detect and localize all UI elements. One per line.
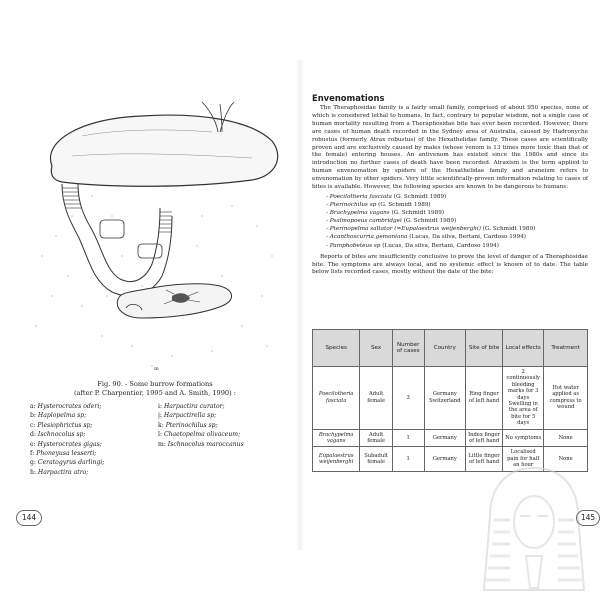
species-key-item: g: Ceratogyrus darlingi; <box>30 459 105 467</box>
figure-label: m <box>154 366 159 372</box>
list-item: - Brachypelma vagans (G. Schmidt 1989) <box>326 209 588 217</box>
cell-site: Ring finger of left hand <box>466 367 503 430</box>
cell-species: Poecilotheria fasciata <box>313 367 360 430</box>
cell-sex: Adult female <box>360 429 392 447</box>
cell-sex: Subadult female <box>360 447 392 471</box>
species-key-item: j: Harpactirella sp; <box>158 412 217 420</box>
species-key-item: d: Ischnocolus sp; <box>30 431 86 439</box>
figure-caption <box>30 380 280 398</box>
left-page <box>0 0 298 600</box>
cell-country: Germany <box>424 429 465 447</box>
figure-caption-line1: Fig. 90. - Some burrow formations <box>97 380 213 388</box>
table-row <box>313 367 588 430</box>
paragraph-intro: The Theraphosidae family is a fairly small family, comprised of about 950 species, none of which is considered lethal to humans. In fact, contrary to popular wisdom, not a single case of human mortality resulting from a Theraphosidae bite has ever been recorded. However, there are cases of human death recorded in the Sydney area of Australia, caused by Hadronyche robustus (formerly Atrax robustus) of the Hexathelidae family. These cases are scientifically proven and are exclusively caused by males (whose venom is 13 times more toxic than that of the female) entering houses. An antivenom has existed since the 1980s and since its introduction no further cases of death have been recorded. Atraxism is the term applied to human envenomation by spiders of the Hexathelidae family and araneism refers to envenomation by other spiders. Very little scientifically-proven information relating to cases of bites is available. However, the following species are known to be dangerous to humans: <box>312 105 588 191</box>
column-header: Number of cases <box>392 330 424 367</box>
cell-cases: 3 <box>392 367 424 430</box>
species-key-list <box>30 402 280 496</box>
species-key-item: k: Pterinochilus sp; <box>158 421 218 429</box>
cell-effects: 2 continuously bleeding marks for 3 days Swelling in the area of bite for 5 days <box>503 367 544 430</box>
list-item: - Pamphobeteus sp (Lucas, Da silva, Bertani, Cardoso 1994) <box>326 242 588 250</box>
figure-caption-line2: (after P. Charpentier, 1995 and A. Smith, 1990) : <box>73 389 237 397</box>
column-header: Treatment <box>544 330 588 367</box>
bites-table <box>312 329 588 472</box>
species-key-item: l: Chaetopelma olivaceum; <box>158 431 241 439</box>
column-header: Country <box>424 330 465 367</box>
column-header: Site of bite <box>466 330 503 367</box>
cell-treatment: None <box>544 447 588 471</box>
burrow-illustration <box>22 96 290 378</box>
cell-treatment: Hot water applied as compress to wound <box>544 367 588 430</box>
paragraph-table-intro: Reports of bites are insufficiently conclusive to prove the level of danger of a Theraphosidae bite. The symptoms are always local, and no systemic effect is known of to date. The table below lists recorded cases, mostly without the date of the bite: <box>312 253 588 276</box>
species-key-item <box>30 487 158 496</box>
cell-treatment: None <box>544 429 588 447</box>
species-key-item: h: Harpactira atra; <box>30 468 89 476</box>
cell-site: Little finger of left hand <box>466 447 503 471</box>
species-key-item: a: Hysterocrates oderi; <box>30 403 102 410</box>
cell-sex: Adult female <box>360 367 392 430</box>
right-page <box>304 0 600 600</box>
list-item: - Pterinopelma saltator (=Eupalaestrus weijenberghi) (G. Schmidt 1989) <box>326 225 588 233</box>
page-number-left: 144 <box>16 510 42 526</box>
cell-country: Germany <box>424 447 465 471</box>
section-title: Envenomations <box>312 93 385 103</box>
species-key-item: e: Hysterocrates gigas; <box>30 440 102 448</box>
table-row <box>313 429 588 447</box>
species-key-item: i: Harpactira curator; <box>158 403 225 410</box>
list-item: - Poecilotheria fasciata (G. Schmidt 1989) <box>326 193 588 201</box>
species-key-item: m: Ischnocolus maroccanus <box>158 440 244 448</box>
species-key-item: b: Haplopelma sp; <box>30 412 87 420</box>
species-key-item: c: Plesiophrictus sp; <box>30 421 93 429</box>
cell-site: Index finger of left hand <box>466 429 503 447</box>
species-key-item: f: Phoneyusa lesserti; <box>30 449 97 457</box>
list-item: - Psalmopoeus cambridgei (G. Schmidt 1989) <box>326 217 588 225</box>
cell-country: Germany Switzerland <box>424 367 465 430</box>
column-header: Species <box>313 330 360 367</box>
column-header: Sex <box>360 330 392 367</box>
cell-effects: Localised pain for half an hour <box>503 447 544 471</box>
table-header-row <box>313 330 588 367</box>
page-number-right: 145 <box>576 510 600 526</box>
column-header: Local effects <box>503 330 544 367</box>
cell-effects: No symptoms <box>503 429 544 447</box>
cell-species: Eupalaestrus weijenberghi <box>313 447 360 471</box>
dangerous-species-list <box>326 193 588 250</box>
cell-cases: 1 <box>392 429 424 447</box>
list-item: - Acanthoscurria gemoniana (Lucas, Da silva, Bertani, Cardoso 1994) <box>326 233 588 241</box>
cell-cases: 1 <box>392 447 424 471</box>
pharaoh-watermark-icon <box>474 460 594 600</box>
species-key-item <box>30 477 158 486</box>
list-item: - Pterinochilus sp (G. Schmidt 1989) <box>326 201 588 209</box>
cell-species: Brachypelma vagans <box>313 429 360 447</box>
body-text <box>312 105 588 277</box>
